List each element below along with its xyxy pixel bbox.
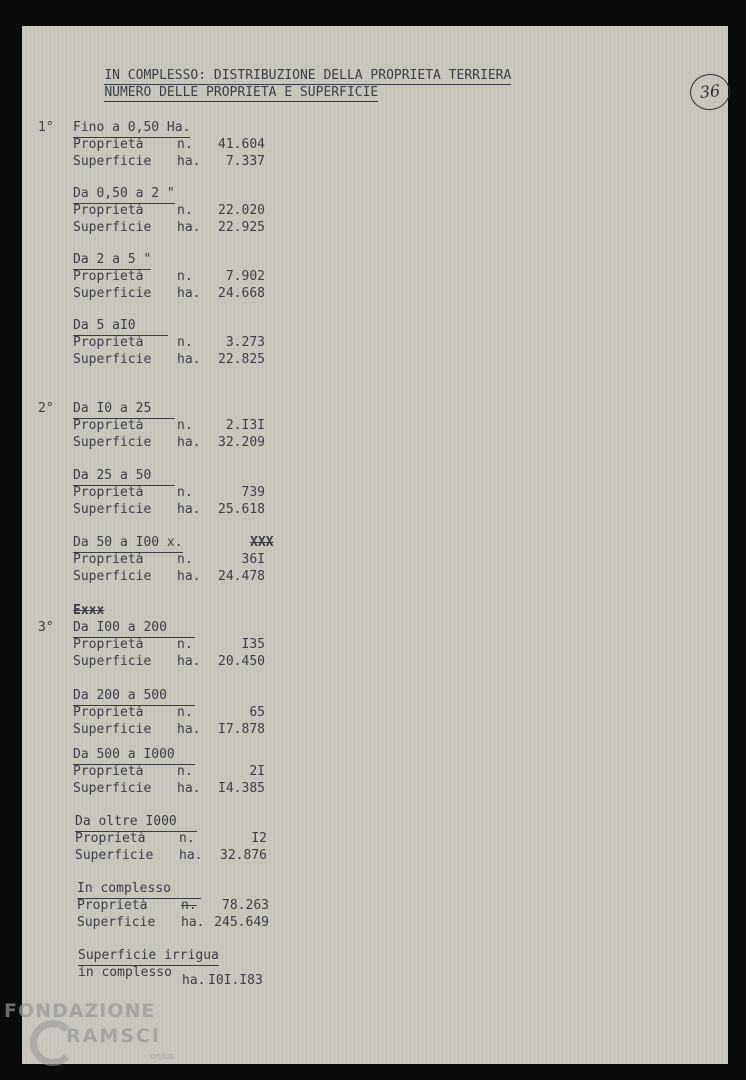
- row-label: in complesso: [78, 965, 172, 980]
- surface-row: [22, 914, 322, 931]
- row-unit: ha.: [182, 973, 206, 988]
- row-label: Proprietà: [73, 764, 144, 779]
- property-count-row: [22, 636, 322, 653]
- row-value: 20.450: [218, 654, 265, 669]
- row-label: Proprietà: [73, 203, 144, 218]
- surface-row: [22, 653, 322, 670]
- total-section: [22, 880, 728, 950]
- document-subtitle: [73, 67, 378, 118]
- row-value: 25.618: [218, 502, 265, 517]
- row-unit: ha.: [177, 435, 201, 450]
- property-count-row: [22, 334, 322, 351]
- row-value: 36I: [241, 552, 265, 567]
- row-unit: ha.: [181, 915, 205, 930]
- property-count-row: [22, 551, 322, 568]
- row-label: Proprietà: [73, 269, 144, 284]
- row-value: 24.668: [218, 286, 265, 301]
- row-value: I35: [241, 637, 265, 652]
- property-count-row: [22, 417, 322, 434]
- watermark-line-2: RAMSCI: [66, 1025, 161, 1047]
- row-label: Superficie: [75, 848, 154, 863]
- row-value: 2I: [249, 764, 265, 779]
- row-value: 7.902: [225, 269, 265, 284]
- archive-watermark: [4, 1000, 204, 1070]
- row-label: Superficie: [73, 435, 152, 450]
- row-value: 65: [249, 705, 265, 720]
- property-count-row: [22, 763, 322, 780]
- row-label: Proprietà: [73, 418, 144, 433]
- size-class-heading: Da 25 a 50: [73, 467, 175, 486]
- row-label: Proprietà: [73, 485, 144, 500]
- row-label: Superficie: [73, 286, 152, 301]
- row-unit: n.: [177, 552, 193, 567]
- row-unit: ha.: [177, 722, 201, 737]
- row-value: 22.825: [218, 352, 265, 367]
- row-unit: ha.: [177, 154, 201, 169]
- surface-row: [22, 351, 322, 368]
- watermark-line-1: FONDAZIONE: [4, 1000, 156, 1022]
- group-marker: 1°: [38, 120, 54, 135]
- row-unit: ha.: [177, 220, 201, 235]
- size-class-section: [22, 400, 728, 470]
- row-value: 22.925: [218, 220, 265, 235]
- row-unit: ha.: [177, 352, 201, 367]
- row-label: Superficie: [73, 154, 152, 169]
- row-unit: ha.: [177, 654, 201, 669]
- surface-row: [22, 219, 322, 236]
- document-page: [22, 26, 728, 1064]
- row-value: I4.385: [218, 781, 265, 796]
- size-class-heading: Da 2 a 5 ": [73, 251, 151, 270]
- total-heading: In complesso: [77, 880, 201, 899]
- size-class-heading: Da I00 a 200: [73, 619, 195, 638]
- struck-out-note: XXX: [250, 535, 274, 550]
- size-class-section: [22, 619, 728, 689]
- property-count-row: [22, 484, 322, 501]
- row-value: I7.878: [218, 722, 265, 737]
- row-unit: ha.: [177, 502, 201, 517]
- row-value: 32.209: [218, 435, 265, 450]
- row-label: Proprietà: [73, 137, 144, 152]
- row-value: 7.337: [225, 154, 265, 169]
- row-label: Superficie: [73, 569, 152, 584]
- property-count-row: [22, 202, 322, 219]
- row-label: Superficie: [73, 352, 152, 367]
- row-unit: n.: [177, 764, 193, 779]
- row-value: 32.876: [220, 848, 267, 863]
- surface-row: [22, 501, 322, 518]
- row-unit: n.: [177, 137, 193, 152]
- row-unit: n.: [177, 269, 193, 284]
- size-class-section: [22, 813, 728, 883]
- row-label: Proprietà: [73, 637, 144, 652]
- surface-row: [22, 434, 322, 451]
- property-count-row: [22, 268, 322, 285]
- group-marker: 2°: [38, 401, 54, 416]
- row-unit: n.: [179, 831, 195, 846]
- size-class-section: [22, 534, 728, 604]
- row-label: Superficie: [73, 654, 152, 669]
- row-value: 2.I3I: [225, 418, 265, 433]
- size-class-section: [22, 317, 728, 387]
- size-class-section: [22, 467, 728, 537]
- row-label: Proprietà: [73, 335, 144, 350]
- row-value: 245.649: [214, 915, 269, 930]
- row-value: 41.604: [218, 137, 265, 152]
- title-line-2: NUMERO DELLE PROPRIETA E SUPERFICIE: [104, 85, 379, 100]
- size-class-heading: Da 5 aI0: [73, 317, 168, 336]
- row-label: Superficie: [73, 722, 152, 737]
- struck-out-note: Exxx: [73, 603, 105, 618]
- property-count-row: [22, 897, 322, 914]
- row-unit: n.: [181, 898, 197, 913]
- row-label: Superficie: [73, 781, 152, 796]
- surface-row: [22, 568, 322, 585]
- size-class-heading: Da 50 a I00 x.: [73, 534, 183, 553]
- surface-row: [22, 847, 322, 864]
- size-class-section: [22, 119, 728, 189]
- property-count-row: [22, 830, 322, 847]
- size-class-section: [22, 251, 728, 321]
- size-class-heading: Da oltre I000: [75, 813, 197, 832]
- row-value: 78.263: [222, 898, 269, 913]
- row-label: Superficie: [77, 915, 156, 930]
- row-unit: ha.: [177, 781, 201, 796]
- row-unit: ha.: [177, 569, 201, 584]
- property-count-row: [22, 136, 322, 153]
- row-label: Superficie: [73, 220, 152, 235]
- row-unit: n.: [177, 203, 193, 218]
- row-label: Superficie: [73, 502, 152, 517]
- row-label: Proprietà: [75, 831, 146, 846]
- irrigated-row: [22, 964, 322, 988]
- row-unit: n.: [177, 485, 193, 500]
- row-label: Proprietà: [77, 898, 148, 913]
- row-unit: n.: [177, 705, 193, 720]
- row-unit: n.: [177, 418, 193, 433]
- row-label: Proprietà: [73, 552, 144, 567]
- size-class-section: [22, 185, 728, 255]
- row-unit: ha.: [179, 848, 203, 863]
- size-class-heading: Da I0 a 25: [73, 400, 175, 419]
- size-class-heading: Da 200 a 500: [73, 687, 195, 706]
- size-class-section: [22, 746, 728, 816]
- title-line-1: IN COMPLESSO: DISTRIBUZIONE DELLA PROPRIETA TERRIERA: [104, 68, 512, 83]
- row-value: 22.020: [218, 203, 265, 218]
- page-number: 36: [688, 72, 732, 112]
- surface-row: [22, 780, 322, 797]
- row-unit: ha.: [177, 286, 201, 301]
- property-count-row: [22, 704, 322, 721]
- row-unit: n.: [177, 637, 193, 652]
- surface-row: [22, 285, 322, 302]
- row-value: I0I.I83: [208, 973, 263, 988]
- row-value: I2: [251, 831, 267, 846]
- surface-row: [22, 721, 322, 738]
- size-class-heading: Da 500 a I000: [73, 746, 195, 765]
- row-label: Proprietà: [73, 705, 144, 720]
- row-value: 739: [241, 485, 265, 500]
- row-value: 3.273: [225, 335, 265, 350]
- irrigated-heading: Superficie irrigua: [78, 947, 219, 966]
- size-class-heading: Fino a 0,50 Ha.: [73, 119, 190, 138]
- row-value: 24.478: [218, 569, 265, 584]
- surface-row: [22, 153, 322, 170]
- group-marker: 3°: [38, 620, 54, 635]
- watermark-suffix: onlus: [150, 1052, 175, 1062]
- row-unit: n.: [177, 335, 193, 350]
- size-class-heading: Da 0,50 a 2 ": [73, 185, 175, 204]
